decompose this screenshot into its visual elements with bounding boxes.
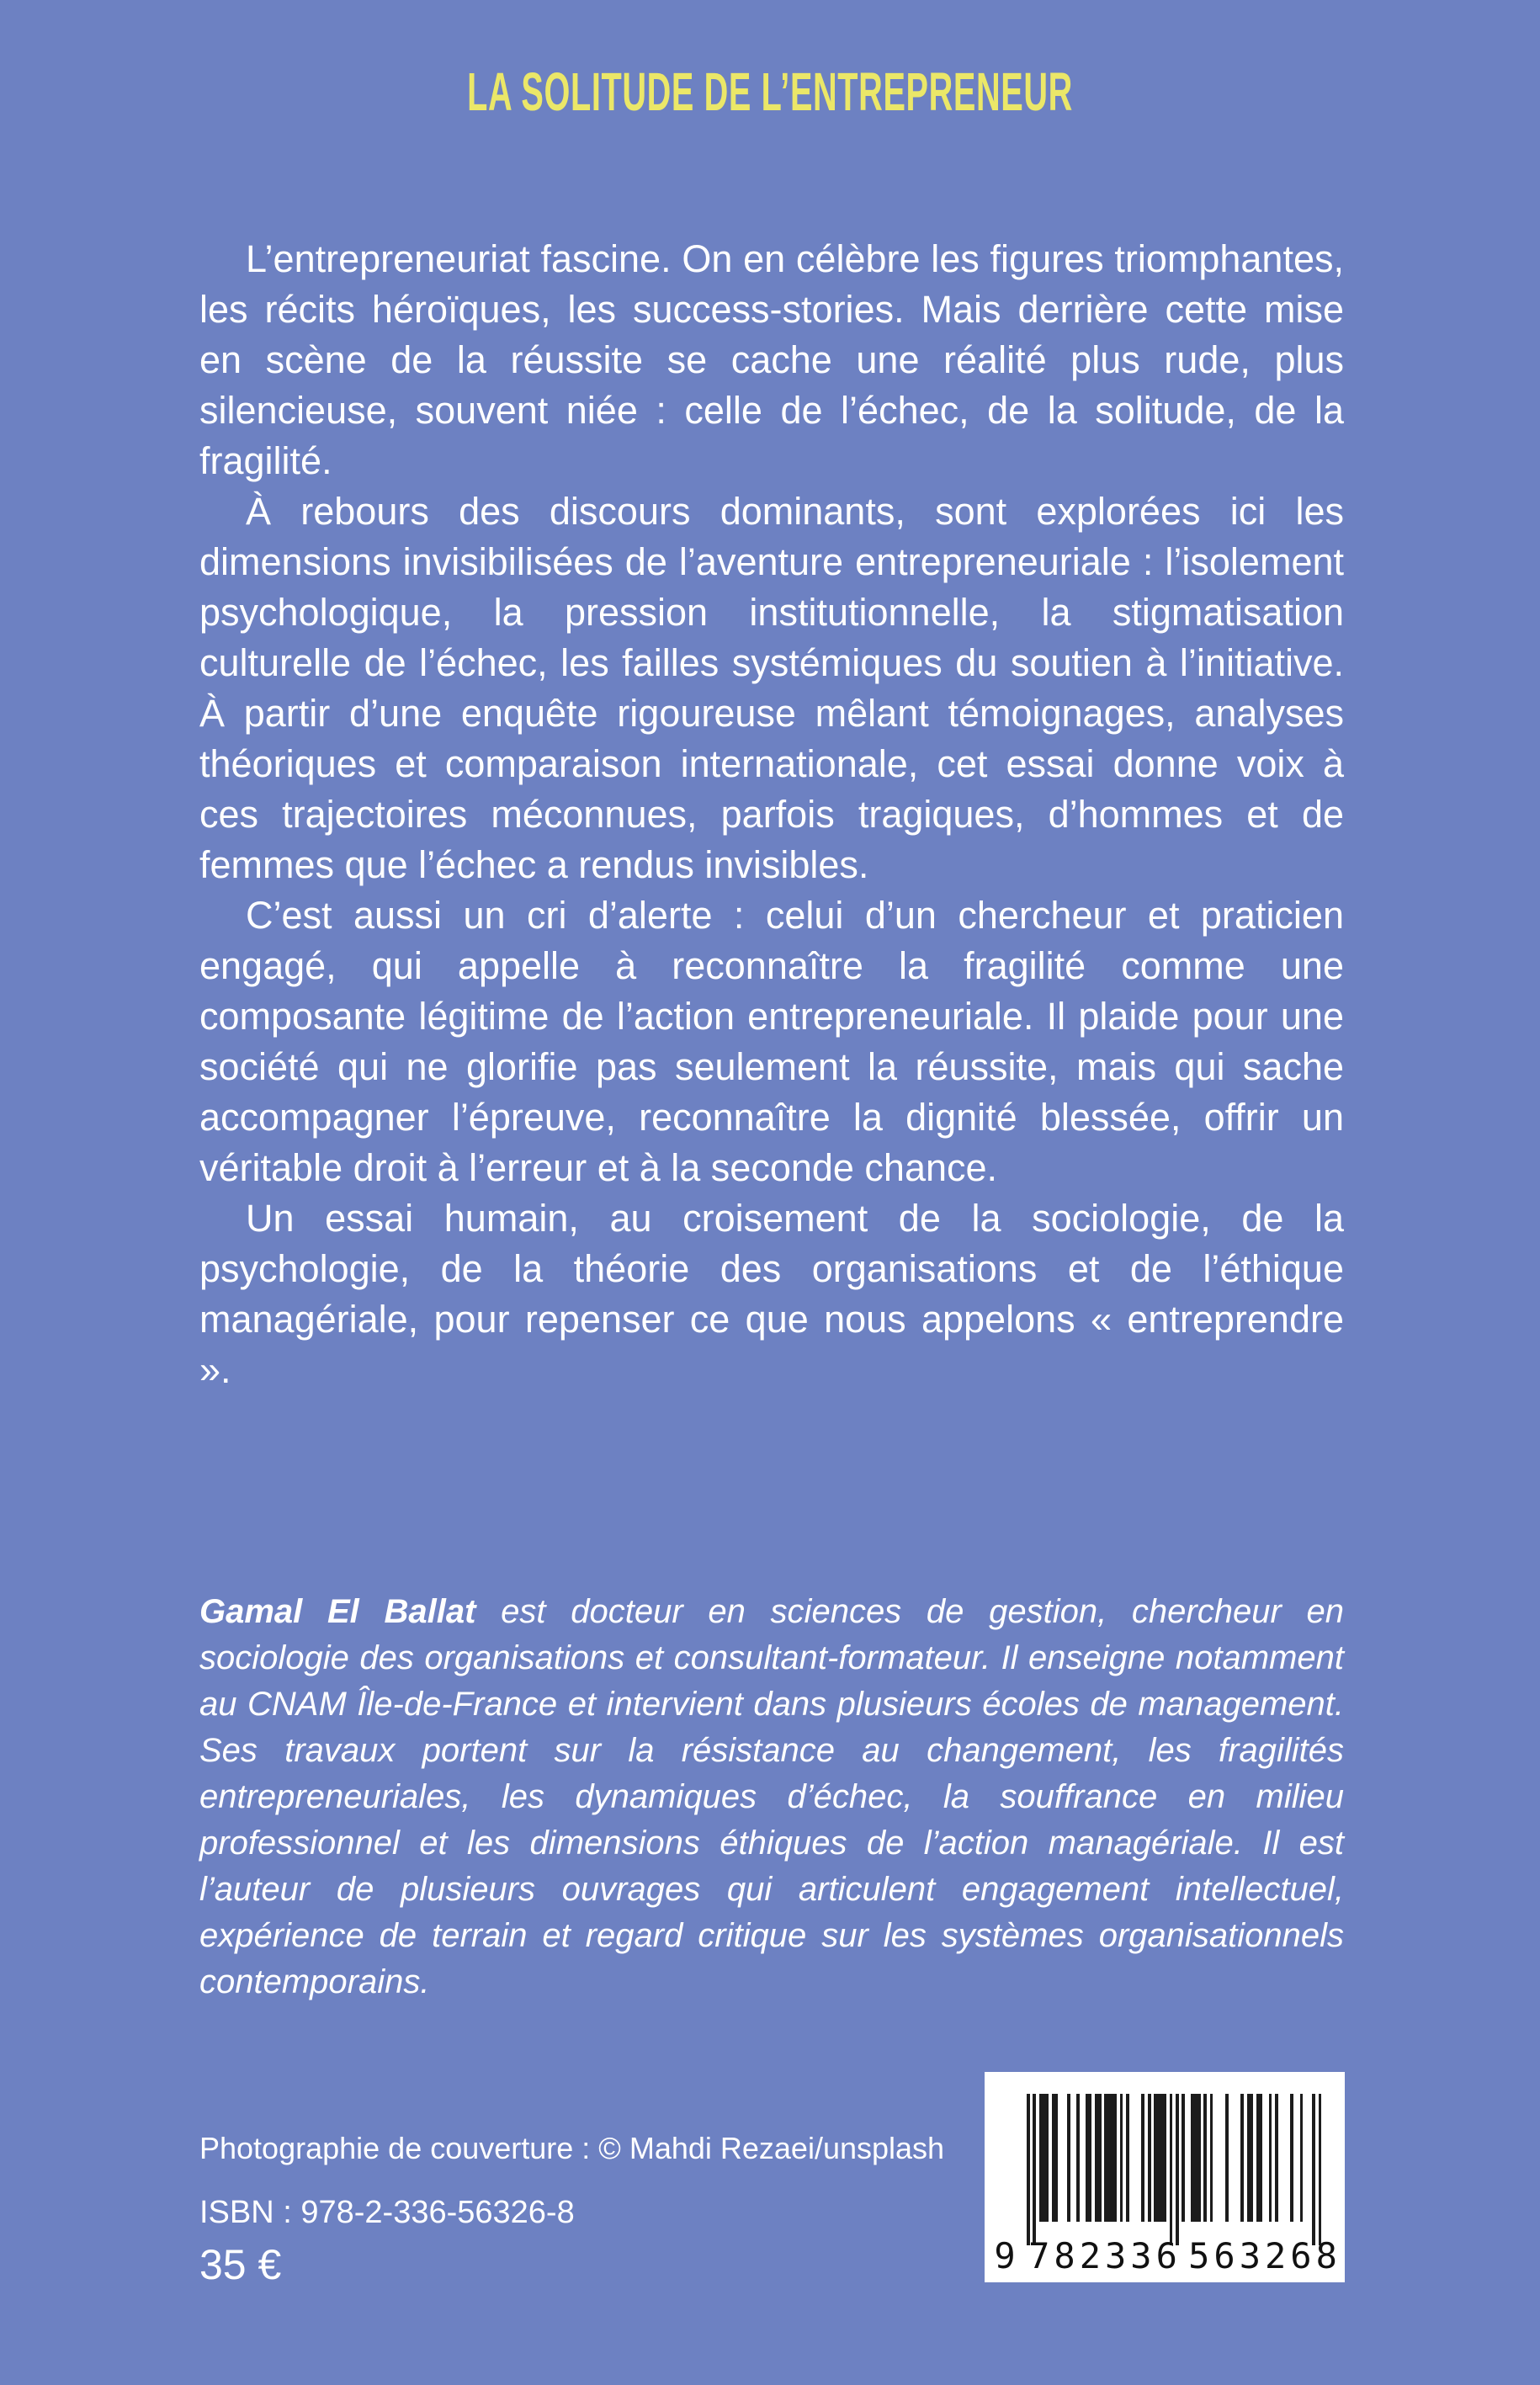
barcode <box>985 2072 1345 2282</box>
synopsis <box>199 234 1344 1395</box>
barcode-digit-first: 9 <box>994 2235 1016 2276</box>
price-text: 35 € <box>199 2241 282 2288</box>
author-bio <box>199 1589 1344 2005</box>
barcode-number <box>985 2235 1345 2276</box>
barcode-digit-group-2: 563268 <box>1188 2235 1341 2276</box>
barcode-digit-group-1: 782336 <box>1028 2235 1182 2276</box>
author-bio-text: est docteur en sciences de gestion, chercheur en sociologie des organisations et consultant-formateur. Il enseigne notamment au CNAM Île-de-France et intervient dans plusieurs écoles de management. Ses travaux portent sur la résistance au changement, les fragilités entrepreneuriales, les dynamiques d’échec, la souffrance en milieu professionnel et les dimensions éthiques de l’action managériale. Il est l’auteur de plusieurs ouvrages qui articulent engagement intellectuel, expérience de terrain et regard critique sur les systèmes organisationnels contemporains. <box>199 1593 1344 2000</box>
isbn-text: ISBN : 978-2-336-56326-8 <box>199 2195 575 2230</box>
synopsis-paragraph-4: Un essai humain, au croisement de la sociologie, de la psychologie, de la théorie des organisations et de l’éthique managériale, pour repenser ce que nous appelons « entreprendre ». <box>199 1197 1344 1391</box>
synopsis-paragraph-1: L’entrepreneuriat fascine. On en célèbre les figures triomphantes, les récits héroïques, les success-stories. Mais derrière cette mise en scène de la réussite se cache une réalité plus rude, plus silencieuse, souvent niée : celle de l’échec, de la solitude, de la fragilité. <box>199 237 1344 482</box>
barcode-bar <box>1319 2094 1322 2245</box>
author-name: Gamal El Ballat <box>199 1593 476 1630</box>
synopsis-paragraph-2: À rebours des discours dominants, sont explorées ici les dimensions invisibilisées de l’aventure entrepreneuriale : l’isolement psychologique, la pression institutionnelle, la stigmatisation culturelle de l’échec, les failles systémiques du soutien à l’initiative. À partir d’une enquête rigoureuse mêlant témoignages, analyses théoriques et comparaison internationale, cet essai donne voix à ces trajectoires méconnues, parfois tragiques, d’hommes et de femmes que l’échec a rendus invisibles. <box>199 490 1344 886</box>
cover-photo-credit: Photographie de couverture : © Mahdi Rezaei/unsplash <box>199 2131 945 2165</box>
book-title: LA SOLITUDE DE L’ENTREPRENEUR <box>467 61 1073 122</box>
synopsis-paragraph-3: C’est aussi un cri d’alerte : celui d’un chercheur et praticien engagé, qui appelle à reconnaître la fragilité comme une composante légitime de l’action entrepreneuriale. Il plaide pour une société qui ne glorifie pas seulement la réussite, mais qui sache accompagner l’épreuve, reconnaître la dignité blessée, offrir un véritable droit à l’erreur et à la seconde chance. <box>199 894 1344 1189</box>
barcode-bars <box>1027 2094 1321 2245</box>
